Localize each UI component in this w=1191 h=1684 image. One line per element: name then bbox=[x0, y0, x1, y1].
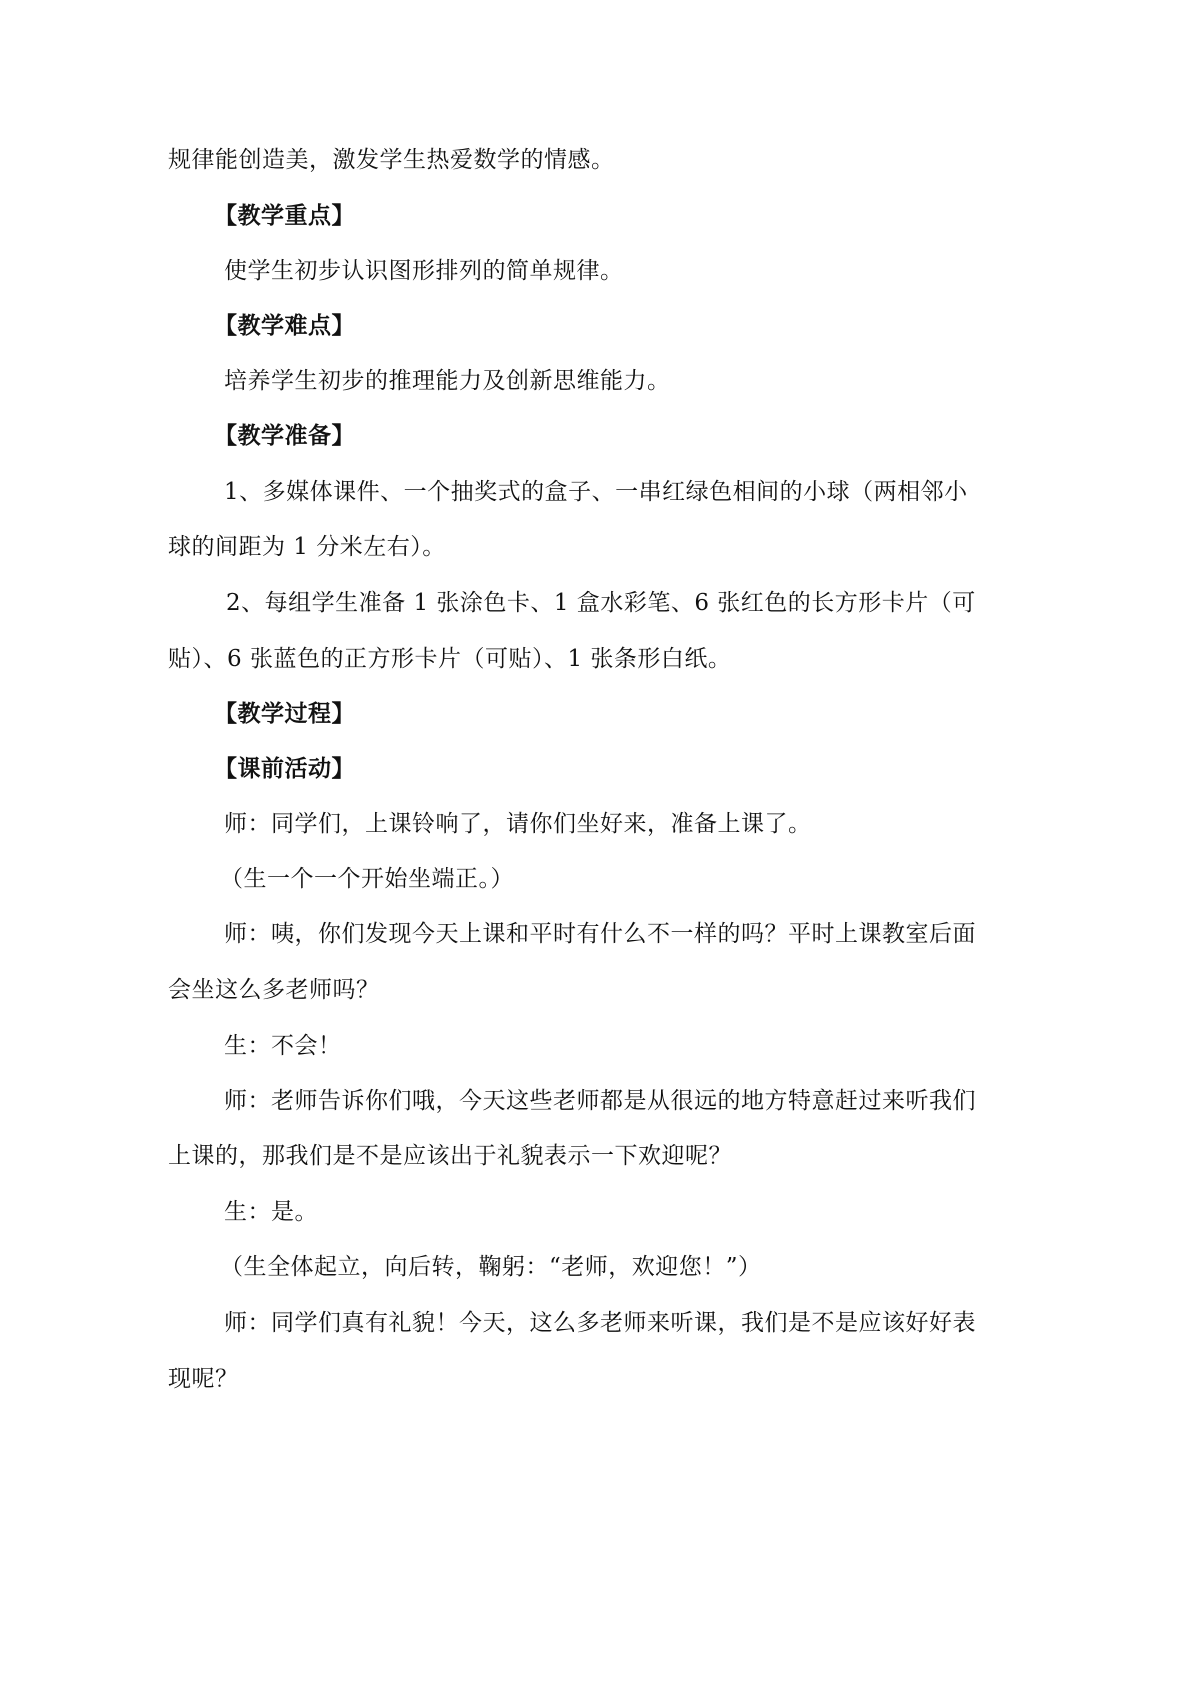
section-heading-preparation: 【教学准备】 bbox=[214, 423, 355, 449]
paragraph-line: 球的间距为 1 分米左右）。 bbox=[168, 534, 446, 560]
paragraph-line: 师：同学们真有礼貌！今天，这么多老师来听课，我们是不是应该好好表 bbox=[224, 1310, 976, 1336]
paragraph-line: 使学生初步认识图形排列的简单规律。 bbox=[224, 258, 624, 284]
paragraph-line: 贴）、6 张蓝色的正方形卡片（可贴）、1 张条形白纸。 bbox=[168, 646, 732, 672]
section-heading-difficulties: 【教学难点】 bbox=[214, 313, 355, 339]
paragraph-line: 生：是。 bbox=[224, 1199, 318, 1225]
paragraph-line: 师：同学们，上课铃响了，请你们坐好来，准备上课了。 bbox=[224, 811, 812, 837]
paragraph-line: 生：不会！ bbox=[224, 1033, 342, 1059]
paragraph-line: （生全体起立，向后转，鞠躬：“老师，欢迎您！”） bbox=[220, 1254, 762, 1280]
paragraph-line: 培养学生初步的推理能力及创新思维能力。 bbox=[224, 368, 671, 394]
paragraph-line: 现呢？ bbox=[168, 1366, 239, 1392]
paragraph-line: （生一个一个开始坐端正。） bbox=[220, 866, 514, 892]
paragraph-line: 2、每组学生准备 1 张涂色卡、1 盒水彩笔、6 张红色的长方形卡片（可 bbox=[226, 590, 976, 616]
section-heading-key-points: 【教学重点】 bbox=[214, 203, 355, 229]
paragraph-line: 会坐这么多老师吗？ bbox=[168, 977, 380, 1003]
paragraph-line: 上课的，那我们是不是应该出于礼貌表示一下欢迎呢？ bbox=[168, 1143, 732, 1169]
paragraph-line: 师：老师告诉你们哦，今天这些老师都是从很远的地方特意赶过来听我们 bbox=[224, 1088, 976, 1114]
section-heading-process: 【教学过程】 bbox=[214, 701, 355, 727]
paragraph-line: 1、多媒体课件、一个抽奖式的盒子、一串红绿色相间的小球（两相邻小 bbox=[224, 479, 968, 505]
paragraph-line: 规律能创造美，激发学生热爱数学的情感。 bbox=[168, 147, 615, 173]
section-heading-pre-class: 【课前活动】 bbox=[214, 756, 355, 782]
paragraph-line: 师：咦，你们发现今天上课和平时有什么不一样的吗？平时上课教室后面 bbox=[224, 921, 976, 947]
